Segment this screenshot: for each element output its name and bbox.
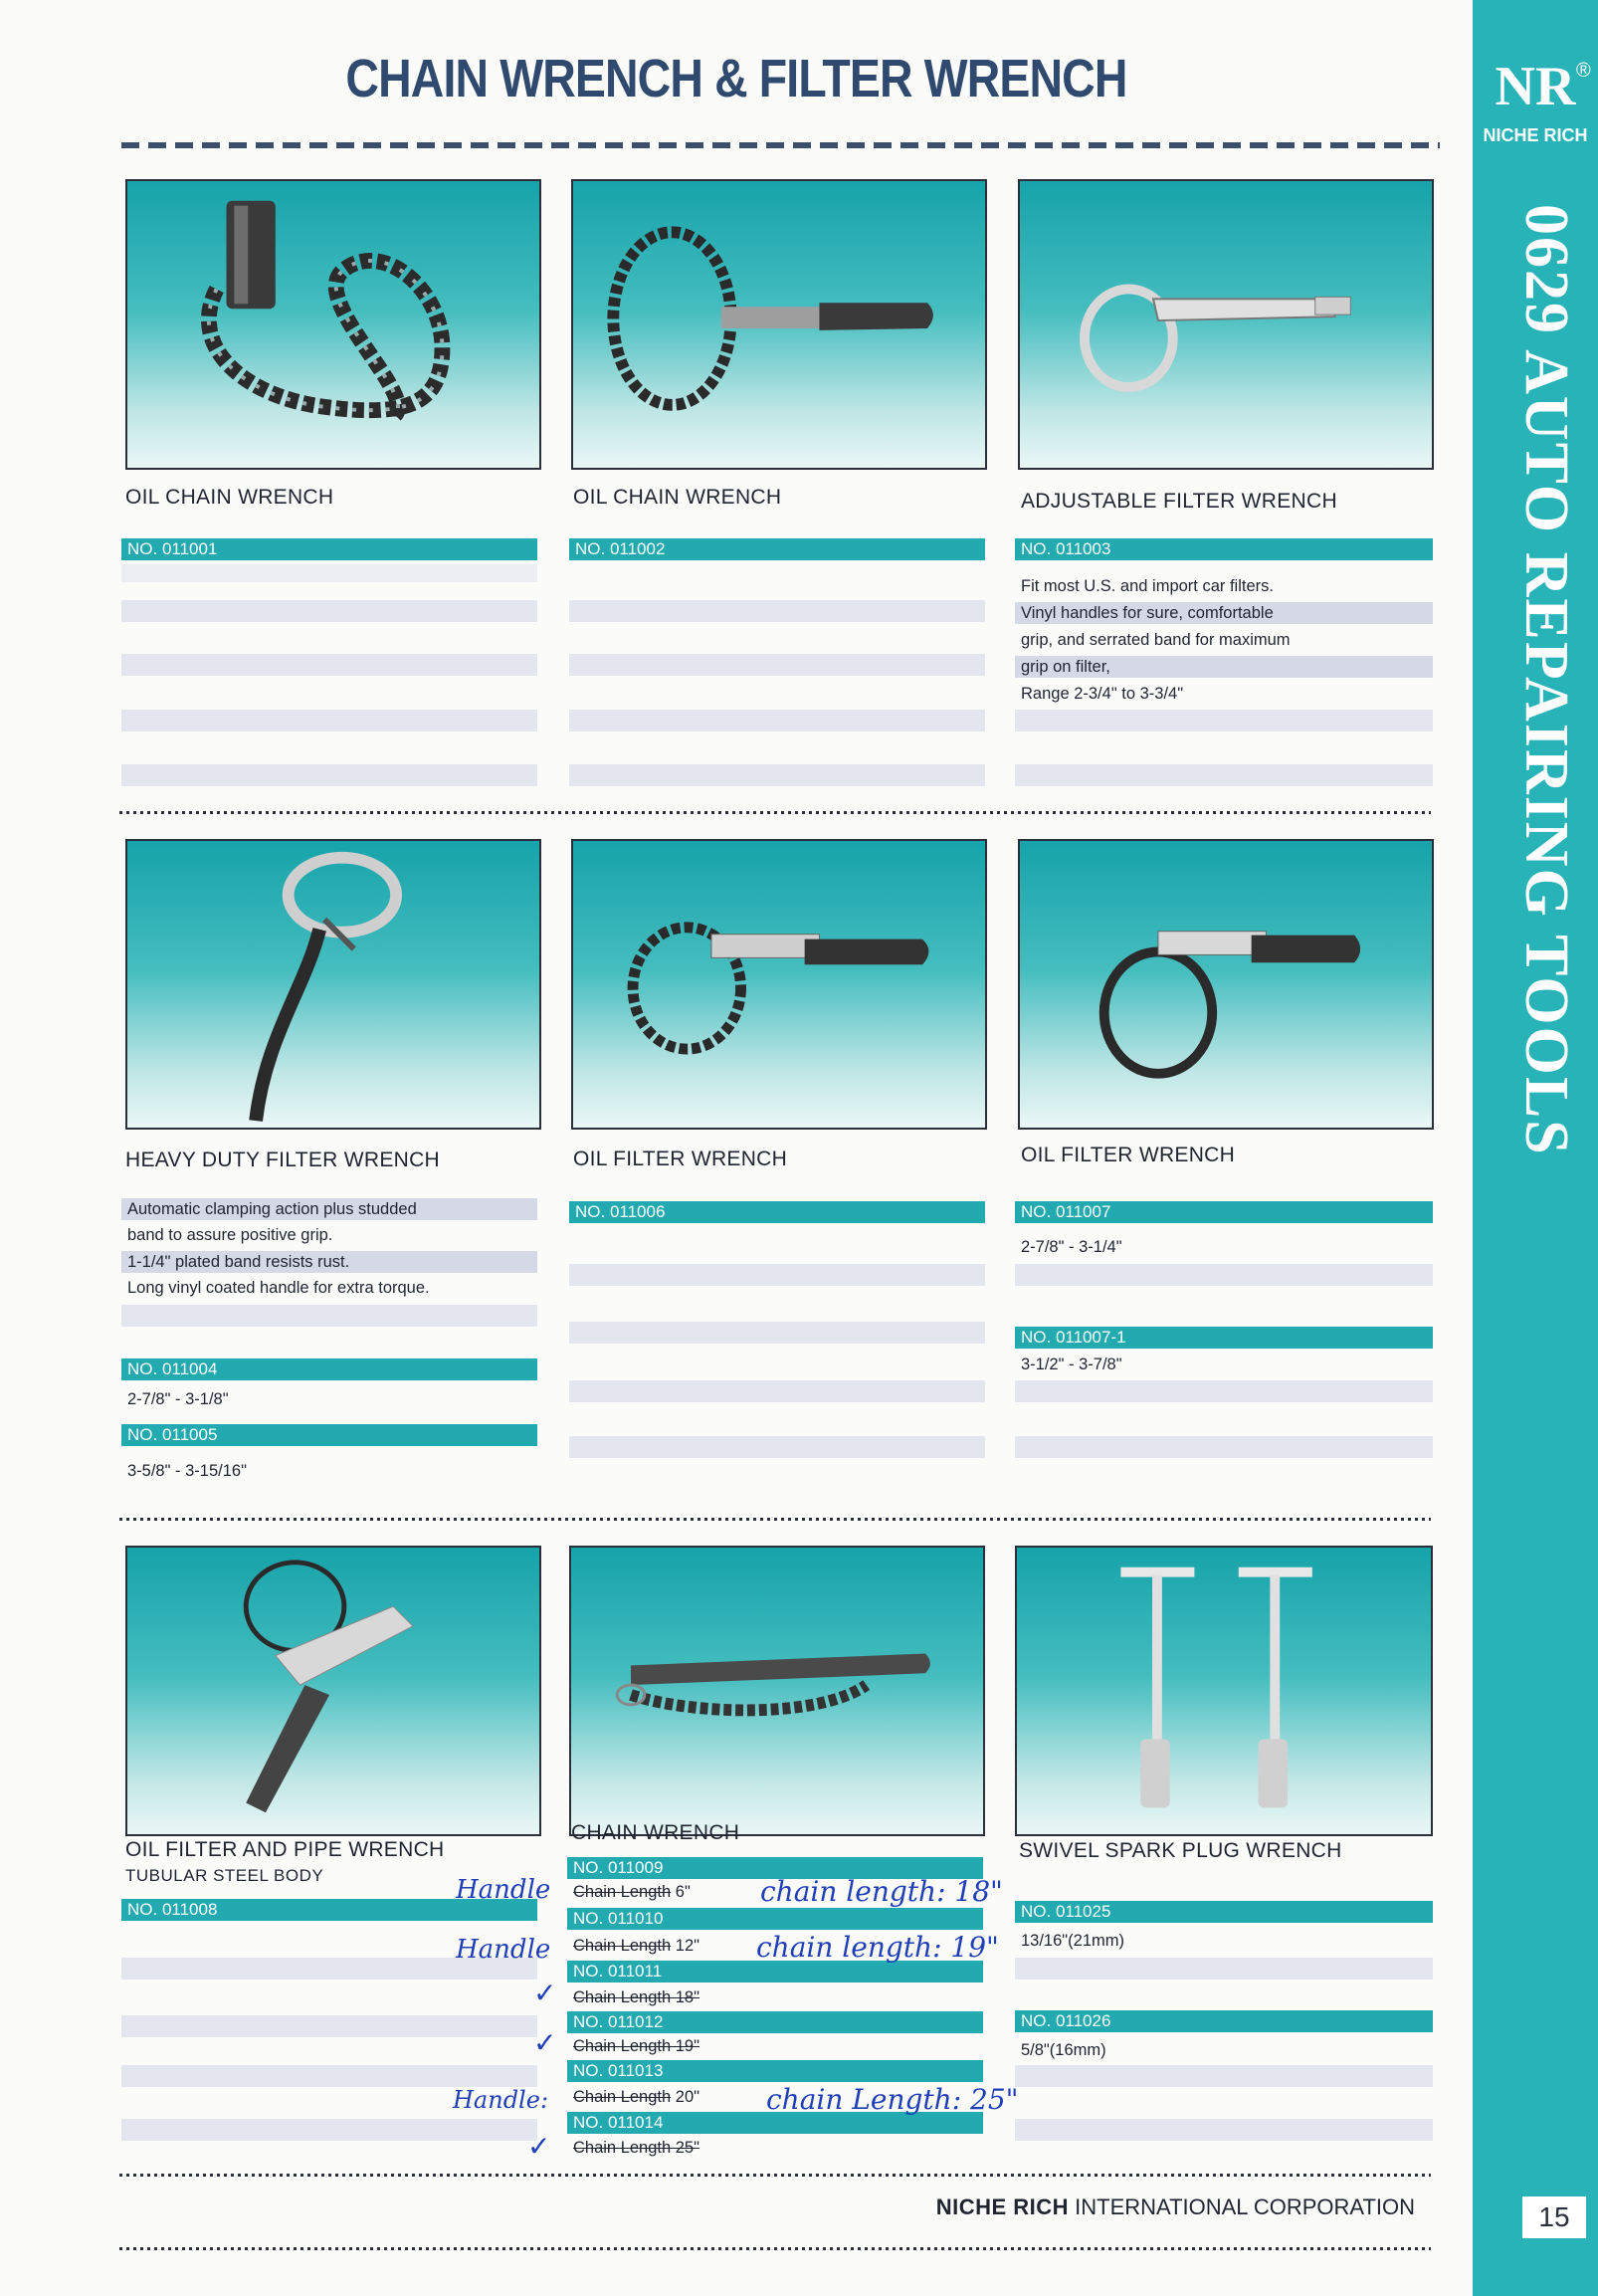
variant-size: 3-1/2" - 3-7/8"	[1021, 1356, 1122, 1373]
product-name: CHAIN WRENCH	[571, 1821, 740, 1844]
registered-mark: ®	[1576, 60, 1591, 82]
variant-size: 3-5/8" - 3-15/16"	[127, 1462, 247, 1480]
product-number-bar: NO. 011001	[121, 538, 537, 560]
variant-size-value: 6"	[675, 1883, 691, 1901]
chain-wrench-icon	[573, 841, 985, 1128]
handwritten-check-icon: ✓	[533, 2026, 557, 2059]
product-name: OIL FILTER WRENCH	[1021, 1144, 1236, 1166]
description-line: grip, and serrated band for maximum	[1021, 631, 1291, 649]
product-photo-oil-filter-wrench-1	[571, 839, 987, 1130]
spec-row-stripe	[121, 2015, 537, 2037]
product-number-bar: NO. 011013	[567, 2060, 983, 2082]
spec-row-stripe	[569, 710, 985, 731]
product-photo-oil-chain-wrench-2	[571, 179, 987, 470]
variant-size: 2-7/8" - 3-1/4"	[1021, 1238, 1122, 1256]
product-number-bar: NO. 011002	[569, 538, 985, 560]
product-number-bar: NO. 011009	[567, 1857, 983, 1879]
struck-chain-length: Chain Length 25"	[573, 2139, 699, 2157]
footer-company: INTERNATIONAL CORPORATION	[1075, 2194, 1415, 2219]
handwritten-chain-length-note: chain Length: 25"	[766, 2083, 1019, 2116]
spec-row-stripe	[1015, 2065, 1433, 2087]
description-line: Fit most U.S. and import car filters.	[1021, 577, 1274, 595]
struck-chain-length: Chain Length 19"	[573, 2037, 699, 2055]
row-divider	[119, 2174, 1431, 2177]
product-photo-oil-filter-wrench-2	[1018, 839, 1434, 1130]
filter-wrench-icon	[1020, 181, 1432, 468]
spec-row-stripe	[121, 1305, 537, 1327]
title-divider	[121, 142, 1440, 148]
spec-row-stripe	[1015, 1436, 1433, 1458]
product-number-bar: NO. 011005	[121, 1424, 537, 1446]
variant-size-value: 20"	[675, 2088, 699, 2106]
spec-row-stripe	[121, 710, 537, 731]
struck-chain-length: Chain Length	[573, 2088, 672, 2106]
spec-row-stripe	[121, 764, 537, 786]
product-number-bar: NO. 011011	[567, 1961, 983, 1983]
product-name: OIL FILTER WRENCH	[573, 1148, 788, 1170]
handwritten-chain-length-note: chain length: 18"	[760, 1875, 1003, 1908]
product-number-bar: NO. 011003	[1015, 538, 1433, 560]
chain-wrench-icon	[573, 181, 985, 468]
variant-size-value: 12"	[675, 1937, 699, 1955]
brand-logo: NR	[1495, 56, 1576, 117]
spec-row-stripe	[569, 1264, 985, 1286]
variant-size	[567, 2137, 983, 2159]
product-photo-swivel-spark-plug-wrench	[1015, 1546, 1433, 1836]
handwritten-handle-note: Handle	[456, 1935, 551, 1965]
product-photo-oil-filter-and-pipe-wrench	[125, 1546, 541, 1836]
spec-row-stripe	[121, 600, 537, 622]
spec-row-stripe	[569, 1380, 985, 1402]
product-number-bar: NO. 011014	[567, 2112, 983, 2134]
struck-chain-length: Chain Length 18"	[573, 1988, 699, 2006]
row-divider	[119, 811, 1431, 814]
product-name: OIL FILTER AND PIPE WRENCH	[125, 1838, 445, 1861]
variant-size	[567, 2035, 983, 2057]
spec-row-stripe	[1015, 1380, 1433, 1402]
chain-wrench-icon	[571, 1548, 983, 1834]
brand-name: NICHE RICH	[1483, 125, 1588, 145]
filter-wrench-icon	[1020, 841, 1432, 1128]
page-number: 15	[1522, 2196, 1586, 2238]
description-line: Long vinyl coated handle for extra torque.	[127, 1279, 430, 1297]
product-photo-chain-wrench	[569, 1546, 985, 1836]
spec-row-stripe	[1015, 1264, 1433, 1286]
spec-row-stripe	[569, 1436, 985, 1458]
footer	[0, 2194, 1415, 2220]
spec-row-stripe	[121, 654, 537, 676]
spec-row-stripe	[1015, 710, 1433, 731]
description-line: Range 2-3/4" to 3-3/4"	[1021, 685, 1184, 703]
product-subtitle: TUBULAR STEEL BODY	[125, 1866, 324, 1885]
description-line: 1-1/4" plated band resists rust.	[121, 1251, 537, 1273]
product-photo-adjustable-filter-wrench	[1018, 179, 1434, 470]
spec-row-stripe	[121, 2119, 537, 2141]
product-name: OIL CHAIN WRENCH	[573, 486, 782, 509]
sidebar	[1473, 0, 1598, 2296]
chain-wrench-icon	[127, 181, 539, 468]
product-number-bar: NO. 011007	[1015, 1201, 1433, 1223]
spec-row-stripe	[569, 1322, 985, 1344]
spec-row-stripe	[121, 564, 537, 582]
product-number-bar: NO. 011006	[569, 1201, 985, 1223]
description-line: Automatic clamping action plus studded	[121, 1198, 537, 1220]
spec-row-stripe	[1015, 1958, 1433, 1980]
page-title: CHAIN WRENCH & FILTER WRENCH	[345, 49, 1127, 108]
handwritten-check-icon: ✓	[533, 1977, 557, 2009]
spec-row-stripe	[569, 654, 985, 676]
description-line: grip on filter,	[1015, 656, 1433, 678]
footer-brand: NICHE RICH	[935, 2194, 1070, 2219]
product-number-bar: NO. 011012	[567, 2011, 983, 2033]
spec-row-stripe	[1015, 764, 1433, 786]
spec-row-stripe	[1015, 2119, 1433, 2141]
variant-size	[567, 1986, 983, 2008]
description-line: band to assure positive grip.	[127, 1226, 333, 1244]
product-name: OIL CHAIN WRENCH	[125, 486, 334, 509]
product-number-bar: NO. 011004	[121, 1358, 537, 1380]
variant-size: 2-7/8" - 3-1/8"	[127, 1390, 229, 1408]
product-photo-heavy-duty-filter-wrench	[125, 839, 541, 1130]
product-number-bar: NO. 011007-1	[1015, 1327, 1433, 1349]
filter-wrench-icon	[127, 841, 539, 1128]
spark-plug-wrench-icon	[1017, 1548, 1431, 1834]
product-name: SWIVEL SPARK PLUG WRENCH	[1019, 1839, 1342, 1862]
product-name: HEAVY DUTY FILTER WRENCH	[125, 1148, 441, 1171]
spec-row-stripe	[569, 600, 985, 622]
handwritten-handle-note: Handle	[456, 1875, 551, 1905]
struck-chain-length: Chain Length	[573, 1883, 672, 1901]
section-title: 0629 AUTO REPAIRING TOOLS	[1512, 204, 1580, 1156]
pipe-wrench-icon	[127, 1548, 539, 1834]
variant-size: 5/8"(16mm)	[1021, 2041, 1106, 2059]
product-photo-oil-chain-wrench-1	[125, 179, 541, 470]
handwritten-chain-length-note: chain length: 19"	[756, 1931, 999, 1964]
variant-size: 13/16"(21mm)	[1021, 1932, 1124, 1950]
struck-chain-length: Chain Length	[573, 1937, 672, 1955]
row-divider	[119, 1518, 1431, 1521]
handwritten-check-icon: ✓	[527, 2130, 551, 2163]
handwritten-handle-note: Handle:	[453, 2086, 549, 2114]
product-number-bar: NO. 011026	[1015, 2010, 1433, 2032]
product-name: ADJUSTABLE FILTER WRENCH	[1021, 490, 1337, 513]
spec-row-stripe	[569, 764, 985, 786]
footer-divider	[119, 2247, 1431, 2250]
product-number-bar: NO. 011008	[121, 1899, 537, 1921]
product-number-bar: NO. 011010	[567, 1908, 983, 1930]
description-line: Vinyl handles for sure, comfortable	[1015, 602, 1433, 624]
product-number-bar: NO. 011025	[1015, 1901, 1433, 1923]
spec-row-stripe	[121, 2065, 537, 2087]
